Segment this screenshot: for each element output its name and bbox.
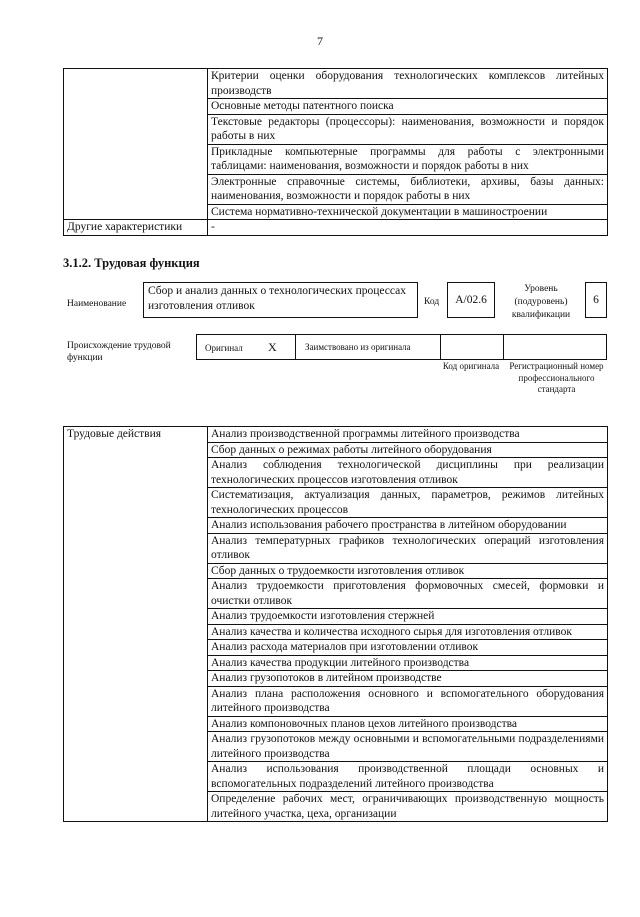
knowledge-item: Критерии оценки оборудования технологических комплексов литейных производств [208,69,608,99]
action-item: Анализ качества и количества исходного сырья для изготовления отливок [208,624,608,640]
action-item: Анализ расхода материалов при изготовлении отливок [208,640,608,656]
original-mark: X [268,340,277,354]
action-item: Анализ компоновочных планов цехов литейного производства [208,716,608,732]
action-item: Анализ качества продукции литейного производства [208,655,608,671]
origin-box [196,334,607,360]
other-characteristics-label: Другие характеристики [64,220,208,236]
table-row [64,69,608,99]
action-item: Анализ температурных графиков технологических операций изготовления отливок [208,533,608,563]
action-item: Анализ использования рабочего пространства в литейном оборудовании [208,518,608,534]
action-item: Сбор данных о режимах работы литейного оборудования [208,442,608,458]
action-item: Анализ трудоемкости приготовления формовочных смесей, формовки и очистки отливок [208,579,608,609]
origin-label: Происхождение трудовой функции [67,341,171,363]
code-label: Код [424,297,440,307]
function-code-box: А/02.6 [447,282,495,318]
level-value-box: 6 [585,282,607,318]
knowledge-item: Электронные справочные системы, библиотеки, архивы, базы данных: наименования, возможности и порядок работы в них [208,174,608,204]
actions-label: Трудовые действия [64,427,208,822]
other-characteristics-value: - [208,220,608,236]
origin-divider [295,335,296,359]
borrowed-label: Заимствовано из оригинала [305,342,411,352]
original-label: Оригинал [205,343,243,353]
knowledge-item: Основные методы патентного поиска [208,99,608,115]
code-caption: Код оригинала [442,361,500,371]
action-item: Определение рабочих мест, ограничивающих производственную мощность литейного участка, цеха, организации [208,792,608,822]
action-item: Анализ грузопотоков в литейном производстве [208,671,608,687]
origin-divider [440,335,441,359]
function-name-box: Сбор и анализ данных о технологических процессах изготовления отливок [143,282,418,318]
action-item: Анализ производственной программы литейного производства [208,427,608,443]
action-item: Сбор данных о трудоемкости изготовления отливок [208,563,608,579]
knowledge-table [63,68,608,236]
name-label: Наименование [67,299,127,309]
level-label: Уровень (подуровень) квалификации [511,284,571,320]
origin-divider [503,335,504,359]
page-number: 7 [317,34,323,48]
action-item: Анализ использования производственной площади основных и вспомогательных подразделений литейного производства [208,762,608,792]
action-item: Анализ соблюдения технологической дисциплины при реализации технологических процессов изготовления отливок [208,458,608,488]
table-row [64,220,608,236]
actions-table [63,426,608,822]
action-item: Систематизация, актуализация данных, параметров, режимов литейных технологических процессов [208,488,608,518]
knowledge-item: Система нормативно-технической документации в машиностроении [208,204,608,220]
reg-caption: Регистрационный номер профессионального стандарта [509,361,604,394]
action-item: Анализ плана расположения основного и вспомогательного оборудования литейного производства [208,686,608,716]
knowledge-item: Прикладные компьютерные программы для работы с электронными таблицами: наименования, возможности и порядок работы в них [208,144,608,174]
knowledge-item: Текстовые редакторы (процессоры): наименования, возможности и порядок работы в них [208,114,608,144]
action-item: Анализ трудоемкости изготовления стержней [208,609,608,625]
table-row [64,427,608,443]
action-item: Анализ грузопотоков между основными и вспомогательными подразделениями литейного производства [208,732,608,762]
knowledge-label-cell [64,69,208,220]
section-heading: 3.1.2. Трудовая функция [63,256,200,270]
